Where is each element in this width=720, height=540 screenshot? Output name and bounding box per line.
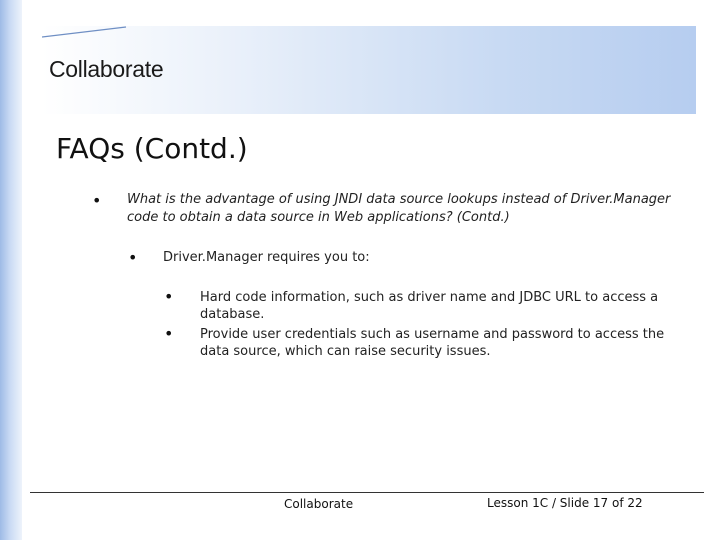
- bullet-point-icon: •: [164, 287, 174, 306]
- footer-divider: [30, 492, 704, 493]
- question-text: What is the advantage of using JNDI data source lookups instead of Driver.Manager code to obtain a data source in Web applications? (Contd.): [127, 192, 671, 225]
- header-accent-line: [42, 26, 132, 38]
- sub-point-text: Provide user credentials such as username and password to access the data source, which can raise security issues.: [200, 327, 665, 359]
- bullet-point-icon: •: [92, 191, 102, 210]
- slide-title: FAQs (Contd.): [56, 132, 248, 165]
- bullet-point-icon: •: [164, 324, 174, 343]
- section-title: Collaborate: [49, 56, 164, 82]
- left-decorative-bar: [0, 0, 22, 540]
- sub-point-text: Hard code information, such as driver name and JDBC URL to access a database.: [200, 290, 659, 322]
- bullet-point-icon: •: [128, 248, 138, 267]
- answer-intro-text: Driver.Manager requires you to:: [163, 250, 370, 265]
- footer-center-label: Collaborate: [284, 497, 354, 511]
- slide-number-label: Lesson 1C / Slide 17 of 22: [487, 496, 643, 510]
